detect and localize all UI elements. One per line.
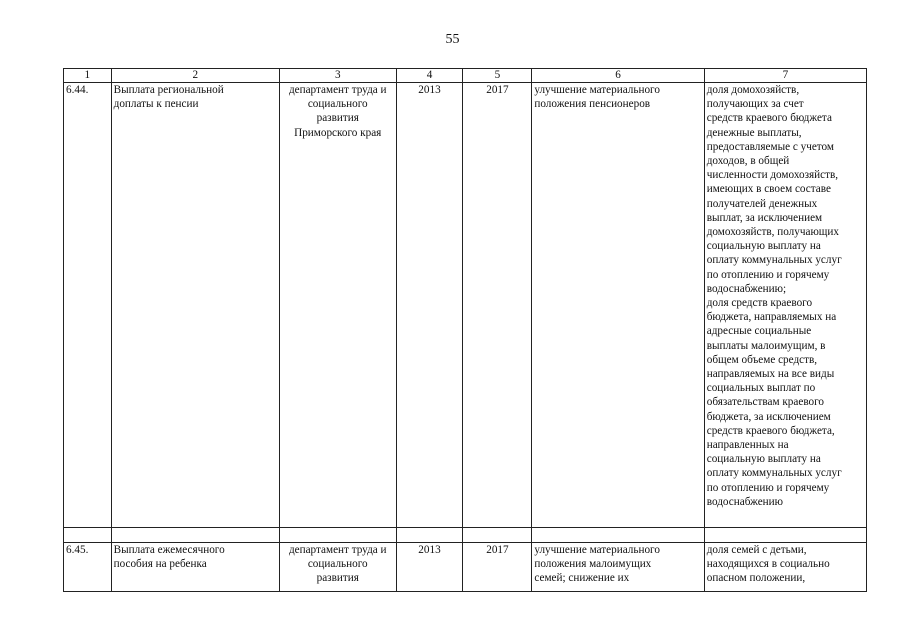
column-header-7: 7 [704,69,866,83]
end-year: 2017 [463,83,532,528]
column-header-4: 4 [396,69,463,83]
column-header-5: 5 [463,69,532,83]
measure-name: Выплата ежемесячного пособия на ребенка [111,543,279,592]
start-year: 2013 [396,83,463,528]
indicators: доля семей с детьми, находящихся в социально опасном положении, [704,543,866,592]
column-header-2: 2 [111,69,279,83]
start-year: 2013 [396,543,463,592]
page-number: 55 [445,32,460,47]
expected-result: улучшение материального положения малоимущих семей; снижение их [532,543,704,592]
table-row [64,83,867,528]
column-header-3: 3 [279,69,396,83]
measure-name: Выплата региональной доплаты к пенсии [111,83,279,528]
column-number-row [64,69,867,83]
row-separator [64,528,867,543]
item-number: 6.45. [64,543,112,592]
column-header-1: 1 [64,69,112,83]
table-row [64,543,867,592]
indicators: доля домохозяйств, получающих за счет средств краевого бюджета денежные выплаты, предоставляемые с учетом доходов, в общей численности домохозяйств, имеющих в своем составе получателей денежных выплат, за исключением домохозяйств, получающих социальную выплату на оплату коммунальных услуг по отоплению и горячему водоснабжению; доля средств краевого бюджета, направляемых на адресные социальные выплаты малоимущим, в общем объеме средств, направляемых на все виды социальных выплат по обязательствам краевого бюджета, за исключением средств краевого бюджета, направленных на социальную выплату на оплату коммунальных услуг по отоплению и горячему водоснабжению [704,83,866,528]
column-header-6: 6 [532,69,704,83]
executor: департамент труда и социального развития [279,543,396,592]
item-number: 6.44. [64,83,112,528]
end-year: 2017 [463,543,532,592]
program-measures-table [63,68,867,592]
expected-result: улучшение материального положения пенсионеров [532,83,704,528]
executor: департамент труда и социального развития Приморского края [279,83,396,528]
